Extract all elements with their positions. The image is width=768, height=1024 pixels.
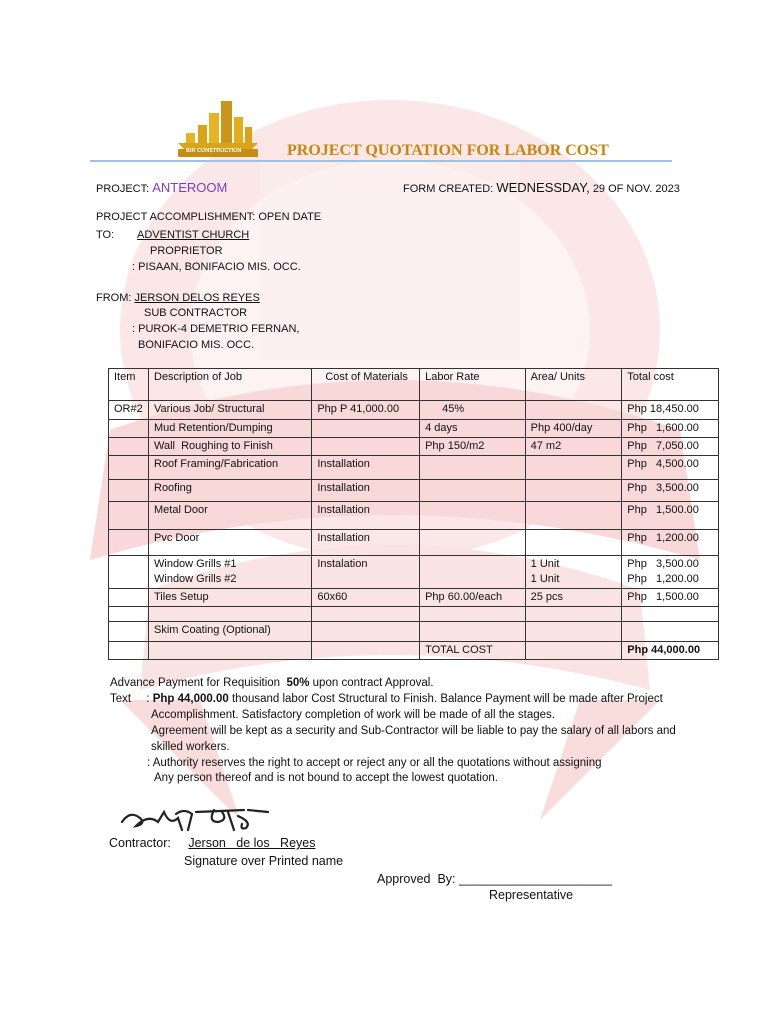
cell-description xyxy=(149,642,312,660)
cell-item xyxy=(109,456,149,480)
cell-area xyxy=(525,642,622,660)
text-line-3: Agreement will be kept as a security and Sub-Contractor will be liable to pay the salary of all labors and xyxy=(151,725,676,737)
to-name: ADVENTIST CHURCH xyxy=(137,229,250,241)
cell-labor-rate: Php 150/m2 xyxy=(420,438,526,456)
cell-area xyxy=(525,622,622,642)
table-row xyxy=(109,401,719,420)
cell-materials xyxy=(312,622,420,642)
cell-description xyxy=(149,556,312,589)
cell-total: Php 1,200.00 xyxy=(622,530,719,556)
to-address: : PISAAN, BONIFACIO MIS. OCC. xyxy=(132,261,301,273)
text-line-1: thousand labor Cost Structural to Finish. Balance Payment will be made after Project xyxy=(228,693,663,705)
cell-item xyxy=(109,502,149,530)
total-cost-value: Php 44,000.00 xyxy=(622,642,719,660)
cell-materials: 60x60 xyxy=(312,589,420,607)
cell-item xyxy=(109,589,149,607)
table-total-row xyxy=(109,642,719,660)
cell-description: Mud Retention/Dumping xyxy=(149,420,312,438)
cell-area xyxy=(525,502,622,530)
document-title: PROJECT QUOTATION FOR LABOR COST xyxy=(287,142,609,159)
cell-description: Tiles Setup xyxy=(149,589,312,607)
advance-text-1: Advance Payment for Requisition xyxy=(110,677,287,689)
total-cost-label: TOTAL COST xyxy=(420,642,526,660)
header-cost-of-materials: Cost of Materials xyxy=(312,369,420,401)
cell-labor-rate: 4 days xyxy=(420,420,526,438)
cell-total: Php 1,500.00 xyxy=(622,502,719,530)
cell-materials xyxy=(312,556,420,589)
cell-labor-rate xyxy=(420,456,526,480)
text-bold-amount: Php 44,000.00 xyxy=(152,693,229,705)
cell-total: Php 1,600.00 xyxy=(622,420,719,438)
to-label: TO: xyxy=(96,229,115,241)
header-description: Description of Job xyxy=(149,369,312,401)
title-underline xyxy=(90,160,672,162)
text-label-word: Text xyxy=(110,693,132,705)
cell-area-line2: 1 Unit xyxy=(530,573,560,585)
table-row xyxy=(109,438,719,456)
contractor-name: Jerson de los Reyes xyxy=(188,836,316,850)
from-name: JERSON DELOS REYES xyxy=(134,292,260,304)
cell-description: Roofing xyxy=(149,480,312,502)
cell-total: Php 1,500.00 xyxy=(622,589,719,607)
form-created-label: FORM CREATED: xyxy=(403,183,494,195)
contractor-row xyxy=(109,836,315,850)
quotation-table xyxy=(108,368,719,660)
cell-item xyxy=(109,420,149,438)
cell-materials-text: Instalation xyxy=(317,558,368,570)
from-label: FROM: xyxy=(96,292,132,304)
from-address-1: : PUROK-4 DEMETRIO FERNAN, xyxy=(132,323,300,335)
header-labor-rate: Labor Rate xyxy=(420,369,526,401)
cell-item xyxy=(109,556,149,589)
cell-area xyxy=(525,556,622,589)
table-row xyxy=(109,622,719,642)
table-row xyxy=(109,607,719,622)
text-line-6: Any person thereof and is not bound to accept the lowest quotation. xyxy=(154,772,498,784)
header-item: Item xyxy=(109,369,149,401)
table-row xyxy=(109,589,719,607)
contractor-label: Contractor: xyxy=(109,836,171,850)
approved-caption: Representative xyxy=(489,888,574,902)
cell-materials: Installation xyxy=(312,502,420,530)
cell-description-line1: Window Grills #1 xyxy=(154,558,237,570)
project-value: ANTEROOM xyxy=(152,180,228,195)
cell-area xyxy=(525,480,622,502)
cell-description-line2: Window Grills #2 xyxy=(154,573,237,585)
logo-text: IDR CONSTRUCTION xyxy=(186,148,242,154)
cell-description: Various Job/ Structural xyxy=(149,401,312,420)
advance-text-2: upon contract Approval. xyxy=(309,677,434,689)
text-line-5: : Authority reserves the right to accept or reject any or all the quotations without assigning xyxy=(147,757,602,769)
cell-item xyxy=(109,622,149,642)
table-row xyxy=(109,420,719,438)
cell-item xyxy=(109,438,149,456)
table-row xyxy=(109,556,719,589)
cell-description: Wall Roughing to Finish xyxy=(149,438,312,456)
project-accomplishment: PROJECT ACCOMPLISHMENT: OPEN DATE xyxy=(96,211,322,223)
form-created-row xyxy=(403,180,680,195)
cell-labor-rate: Php 60.00/each xyxy=(420,589,526,607)
cell-materials xyxy=(312,420,420,438)
table-row xyxy=(109,456,719,480)
handwritten-signature xyxy=(118,800,278,840)
cell-item xyxy=(109,607,149,622)
approved-row xyxy=(377,872,612,886)
cell-total xyxy=(622,622,719,642)
cell-total: Php 3,500.00 xyxy=(622,480,719,502)
cell-item xyxy=(109,530,149,556)
cell-labor-rate xyxy=(420,480,526,502)
cell-description: Roof Framing/Fabrication xyxy=(149,456,312,480)
text-label: Text : Php 44,000.00 thousand labor Cost Structural to Finish. Balance Payment will be made after Project xyxy=(110,693,663,705)
cell-materials xyxy=(312,438,420,456)
cell-labor-rate: 45% xyxy=(420,401,526,420)
project-row xyxy=(96,180,227,195)
contractor-caption: Signature over Printed name xyxy=(184,854,344,868)
to-role: PROPRIETOR xyxy=(150,245,223,257)
cell-description: Pvc Door xyxy=(149,530,312,556)
table-row xyxy=(109,480,719,502)
cell-materials: Installation xyxy=(312,480,420,502)
cell-labor-rate xyxy=(420,622,526,642)
cell-total: Php 7,050.00 xyxy=(622,438,719,456)
advance-payment-note xyxy=(110,677,434,689)
cell-area xyxy=(525,530,622,556)
cell-labor-rate xyxy=(420,607,526,622)
text-line-2: Accomplishment. Satisfactory completion of work will be made of all the stages. xyxy=(151,709,555,721)
cell-materials xyxy=(312,642,420,660)
cell-description xyxy=(149,607,312,622)
cell-area: 25 pcs xyxy=(525,589,622,607)
from-address-2: BONIFACIO MIS. OCC. xyxy=(138,339,255,351)
cell-materials: Installation xyxy=(312,456,420,480)
form-created-day: WEDNESSDAY, xyxy=(496,180,590,195)
advance-percent: 50% xyxy=(286,677,310,689)
from-row xyxy=(96,292,260,304)
approved-signature-line: ______________________ xyxy=(459,872,612,886)
cell-description: Skim Coating (Optional) xyxy=(149,622,312,642)
cell-labor-rate xyxy=(420,556,526,589)
cell-description: Metal Door xyxy=(149,502,312,530)
cell-labor-rate xyxy=(420,530,526,556)
cell-materials: Php P 41,000.00 xyxy=(312,401,420,420)
project-label: PROJECT: xyxy=(96,183,150,195)
cell-area: 47 m2 xyxy=(525,438,622,456)
text-line-4: skilled workers. xyxy=(151,741,230,753)
cell-item xyxy=(109,642,149,660)
from-role: SUB CONTRACTOR xyxy=(144,307,248,319)
cell-area: Php 400/day xyxy=(525,420,622,438)
company-logo xyxy=(168,97,268,159)
header-area-units: Area/ Units xyxy=(525,369,622,401)
cell-total-line2: Php 1,200.00 xyxy=(627,573,699,585)
cell-labor-rate xyxy=(420,502,526,530)
cell-total xyxy=(622,607,719,622)
table-header-row xyxy=(109,369,719,401)
form-created-date: 29 OF NOV. 2023 xyxy=(592,183,680,195)
cell-item xyxy=(109,480,149,502)
table-row xyxy=(109,502,719,530)
cell-total: Php 4,500.00 xyxy=(622,456,719,480)
cell-area xyxy=(525,607,622,622)
table-row xyxy=(109,530,719,556)
cell-area-line1: 1 Unit xyxy=(530,558,560,570)
cell-area xyxy=(525,401,622,420)
cell-area xyxy=(525,456,622,480)
cell-total xyxy=(622,556,719,589)
approved-label: Approved By: xyxy=(377,872,456,886)
cell-item: OR#2 xyxy=(109,401,149,420)
cell-materials xyxy=(312,607,420,622)
cell-materials: Installation xyxy=(312,530,420,556)
header-total-cost: Total cost xyxy=(622,369,719,401)
cell-total-line1: Php 3,500.00 xyxy=(627,558,699,570)
cell-total: Php 18,450.00 xyxy=(622,401,719,420)
